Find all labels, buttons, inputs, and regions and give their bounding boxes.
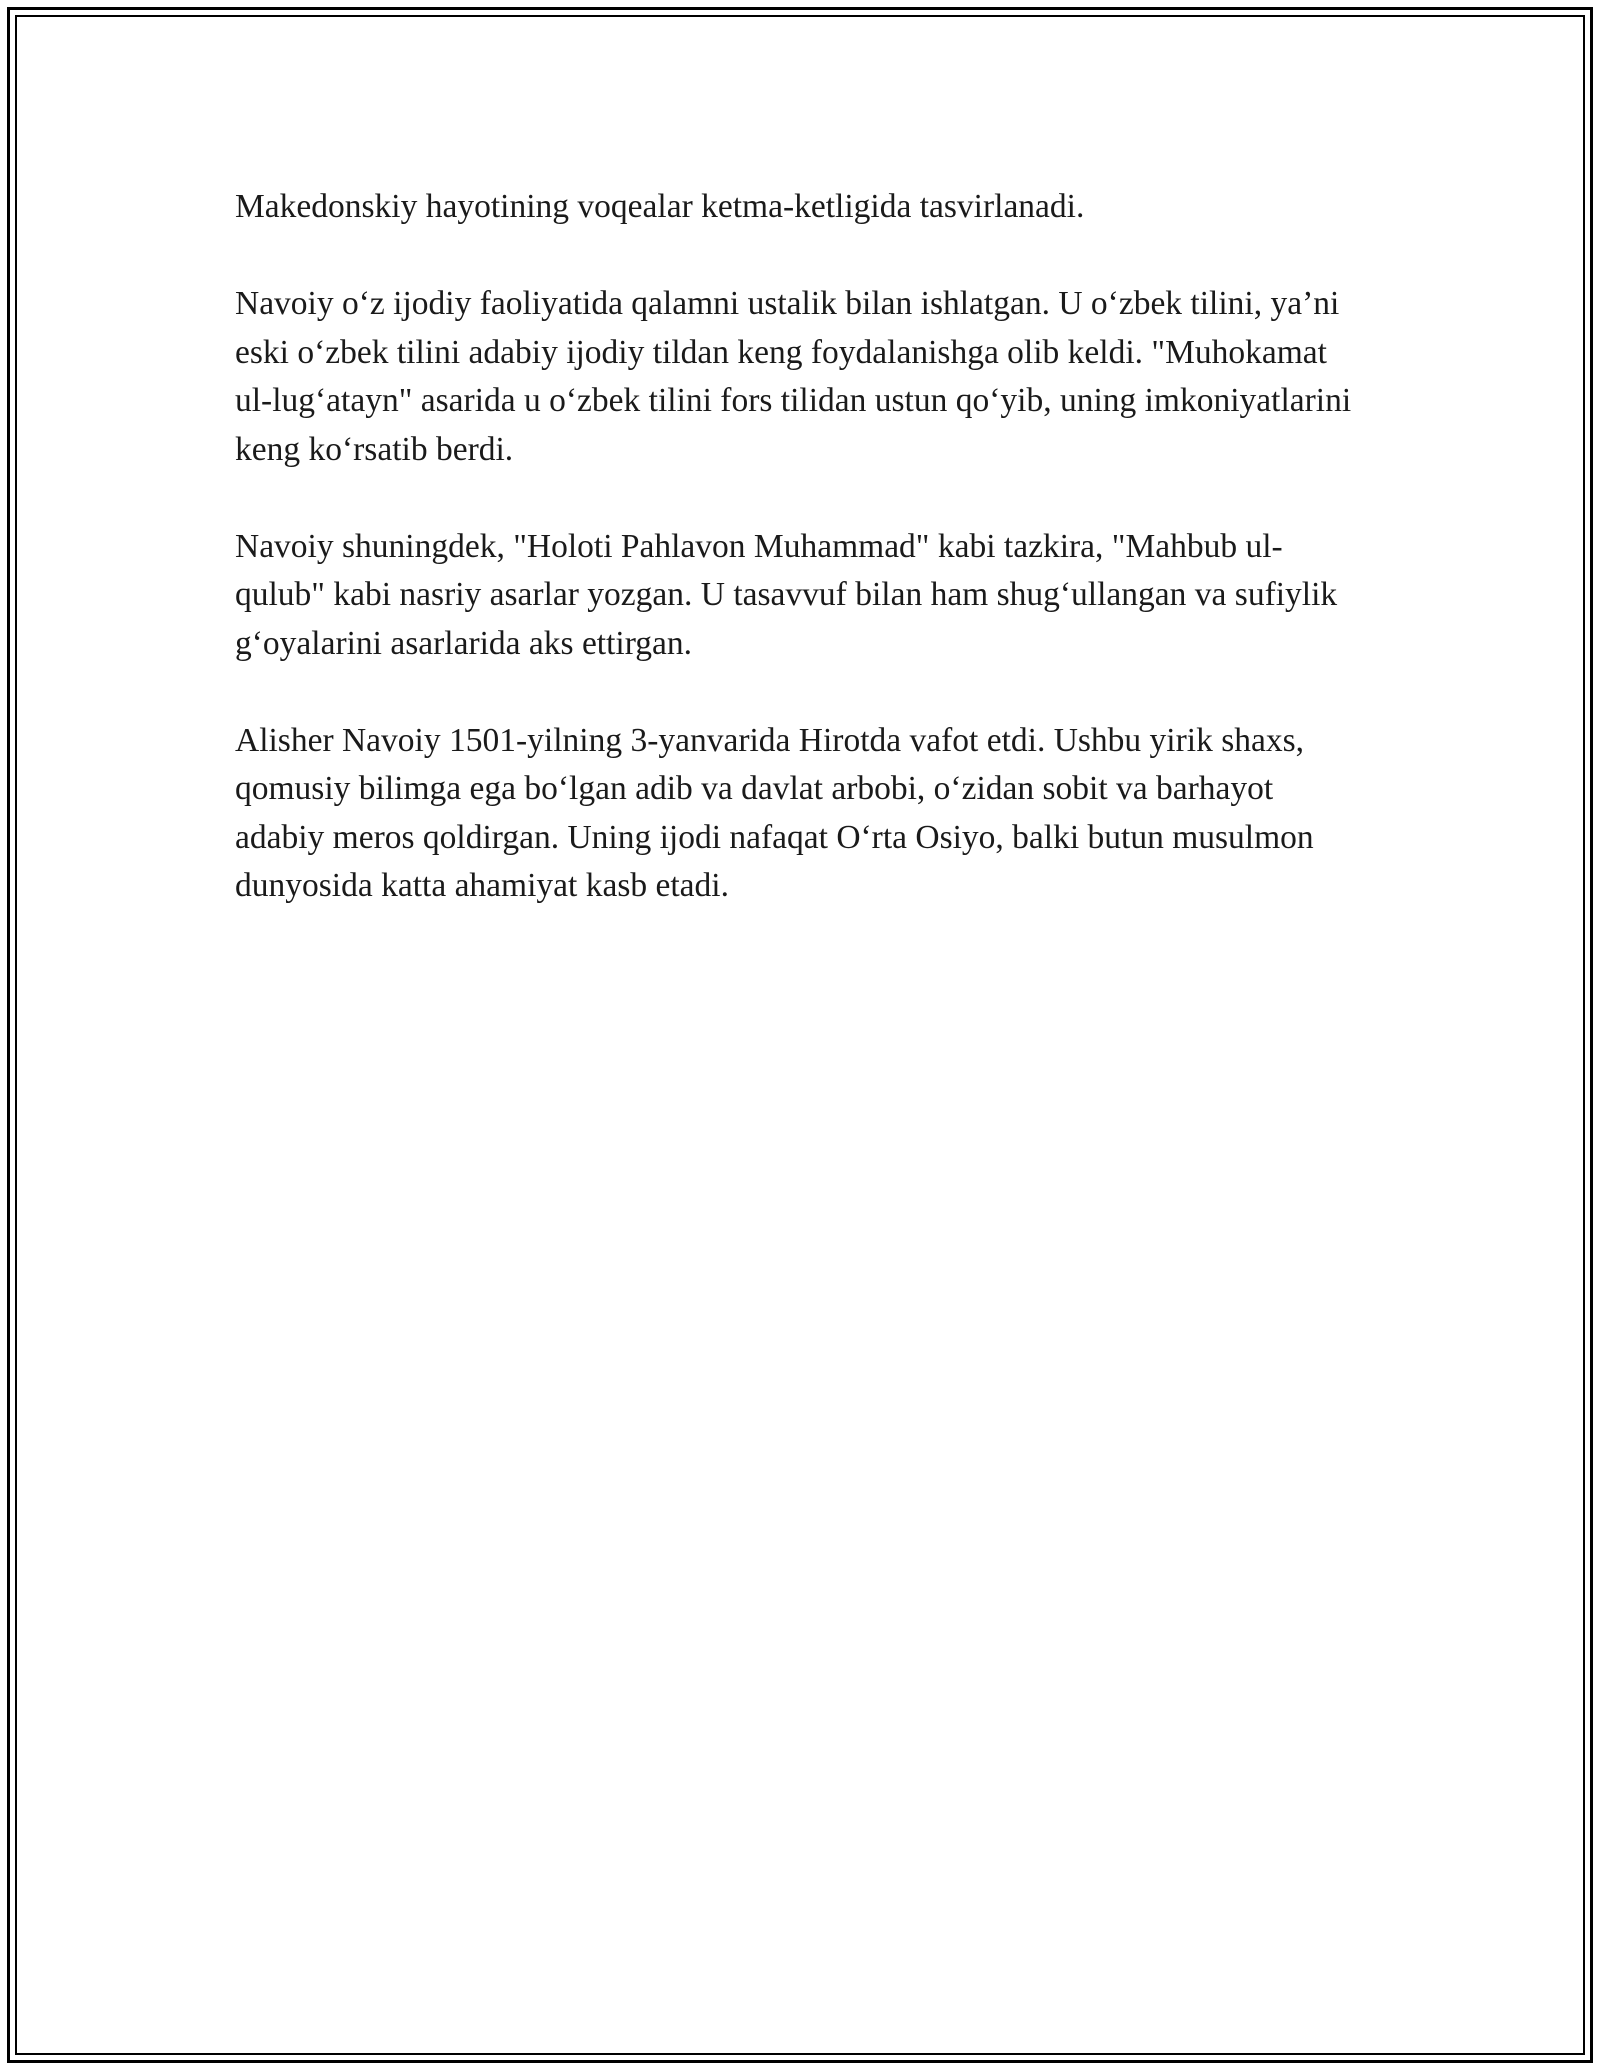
paragraph: Alisher Navoiy 1501-yilning 3-yanvarida Hirotda vafot etdi. Ushbu yirik shaxs, qomusiy bilimga ega bo‘lgan adib va davlat arbobi, o‘zidan sobit va barhayot adabiy meros qoldirgan. Uning ijodi nafaqat O‘rta Osiyo, balki butun musulmon dunyosida katta ahamiyat kasb etadi.	[235, 721, 1314, 904]
paragraph: Makedonskiy hayotining voqealar ketma-ketligida tasvirlanadi.	[235, 188, 1085, 225]
paragraph: Navoiy shuningdek, "Holoti Pahlavon Muhammad" kabi tazkira, "Mahbub ul-qulub" kabi nasriy asarlar yozgan. U tasavvuf bilan ham shug‘ullangan va sufiylik g‘oyalarini asarlarida aks ettirgan.	[235, 527, 1338, 662]
document-body	[235, 183, 1365, 959]
paragraph: Navoiy o‘z ijodiy faoliyatida qalamni ustalik bilan ishlatgan. U o‘zbek tilini, ya’ni eski o‘zbek tilini adabiy ijodiy tildan keng foydalanishga olib keldi. "Muhokamat ul-lug‘atayn" asarida u o‘zbek tilini fors tilidan ustun qo‘yib, uning imkoniyatlarini keng ko‘rsatib berdi.	[235, 285, 1352, 468]
